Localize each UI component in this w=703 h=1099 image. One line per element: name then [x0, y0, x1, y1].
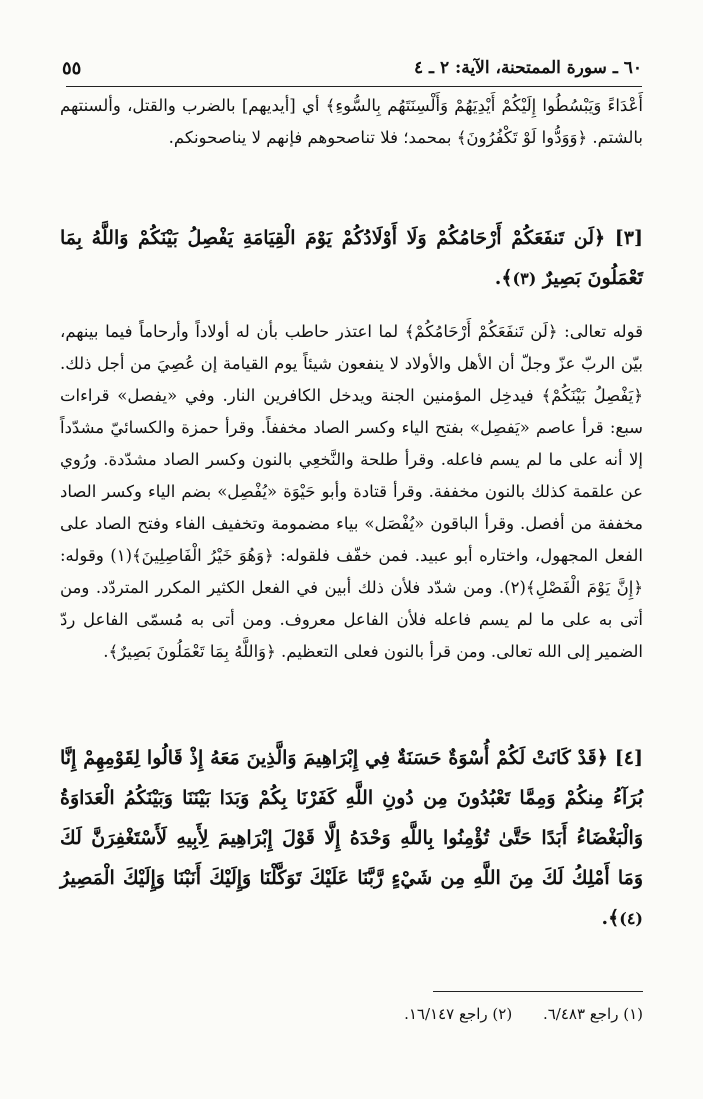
- ayah-marker: (٤): [619, 909, 643, 928]
- verse-closing: ﴾.: [601, 907, 620, 929]
- footnote-2: (٢) راجع ١٦/١٤٧.: [404, 1005, 513, 1023]
- verse-text: ﴿لَن تَنفَعَكُمْ أَرْحَامُكُمْ وَلَا أَوْلَادُكُمْ يَوْمَ الْقِيَامَةِ يَفْصِلُ بَيْنَكُمْ وَاللَّهُ بِمَا تَعْمَلُونَ بَصِيرٌ: [60, 227, 643, 289]
- footnotes: [60, 1005, 643, 1023]
- commentary-paragraph: [60, 316, 643, 668]
- intro-text: أَعْدَاءً وَيَبْسُطُوا إِلَيْكُمْ أَيْدِيَهُمْ وَأَلْسِنَتَهُم بِالسُّوءِ﴾ أي [أيديهم] بالضرب والقتل، وألسنتهم بالشتم. ﴿وَوَدُّوا لَوْ تَكْفُرُونَ﴾ بمحمد؛ فلا تناصحوهم فإنهم لا يناصحونكم.: [60, 96, 643, 147]
- page-number: ٥٥: [62, 58, 82, 79]
- header-divider: [66, 86, 642, 87]
- ayah-marker: (٣): [512, 269, 537, 288]
- verse-number: [٣]: [614, 227, 643, 249]
- verse-4: [60, 738, 643, 939]
- verse-text: ﴿قَدْ كَانَتْ لَكُمْ أُسْوَةٌ حَسَنَةٌ فِي إِبْرَاهِيمَ وَالَّذِينَ مَعَهُ إِذْ قَالُوا لِقَوْمِهِمْ إِنَّا بُرَآءُ مِنكُمْ وَمِمَّا تَعْبُدُونَ مِن دُونِ اللَّهِ كَفَرْنَا بِكُمْ وَبَدَا بَيْنَنَا وَبَيْنَكُمُ الْعَدَاوَةُ وَالْبَغْضَاءُ أَبَدًا حَتَّىٰ تُؤْمِنُوا بِاللَّهِ وَحْدَهُ إِلَّا قَوْلَ إِبْرَاهِيمَ لِأَبِيهِ لَأَسْتَغْفِرَنَّ لَكَ وَمَا أَمْلِكُ لَكَ مِنَ اللَّهِ مِن شَيْءٍ رَّبَّنَا عَلَيْكَ تَوَكَّلْنَا وَإِلَيْكَ أَنَبْنَا وَإِلَيْكَ الْمَصِيرُ: [60, 747, 643, 889]
- intro-paragraph: [60, 90, 643, 154]
- page-header: [62, 58, 642, 86]
- verse-number: [٤]: [614, 747, 643, 769]
- commentary-text: قوله تعالى: ﴿لَن تَنفَعَكُمْ أَرْحَامُكُمْ﴾ لما اعتذر حاطب بأن له أولاداً وأرحاماً فيما بينهم، بيّن الربّ عزّ وجلّ أن الأهل والأولاد لا ينفعون شيئاً يوم القيامة إن عُصِيَ من أجل ذلك. ﴿يَفْصِلُ بَيْنَكُمْ﴾ فيدخِل المؤمنين الجنة ويدخل الكافرين النار. وفي «يفصل» قراءات سبع: قرأ عاصم «يَفصِل» بفتح الياء وكسر الصاد مخففاً. وقرأ حمزة والكسائيّ مشدّداً إلا أنه على ما لم يسم فاعله. وقرأ طلحة والنَّخعِي بالنون وكسر الصاد مشدّدة. ورُوي عن علقمة كذلك بالنون مخففة. وقرأ قتادة وأبو حَيْوَة «يُفْصِل» بضم الياء وكسر الصاد مخففة من أفصل. وقرأ الباقون «يُفْصَل» بياء مضمومة وتخفيف الفاء وفتح الصاد على الفعل المجهول، واختاره أبو عبيد. فمن خفّف فلقوله: ﴿وَهُوَ خَيْرُ الْفَاصِلِينَ﴾(١) وقوله: ﴿إِنَّ يَوْمَ الْفَصْلِ﴾(٢). ومن شدّد فلأن ذلك أبين في الفعل الكثير المكرر المتردّد. ومن أتى به على ما لم يسم فاعله فلأن الفاعل معروف. ومن أتى به مُسمّى الفاعل ردّ الضمير إلى الله تعالى. ومن قرأ بالنون فعلى التعظيم. ﴿وَاللَّهُ بِمَا تَعْمَلُونَ بَصِيرٌ﴾.: [60, 322, 644, 661]
- footnote-1: (١) راجع ٦/٤٨٣.: [542, 1005, 643, 1023]
- verse-3: [60, 218, 643, 299]
- footnote-divider: [433, 991, 643, 992]
- verse-closing: ﴾.: [494, 267, 513, 289]
- surah-title: ٦٠ ـ سورة الممتحنة، الآية: ٢ ـ ٤: [413, 58, 642, 78]
